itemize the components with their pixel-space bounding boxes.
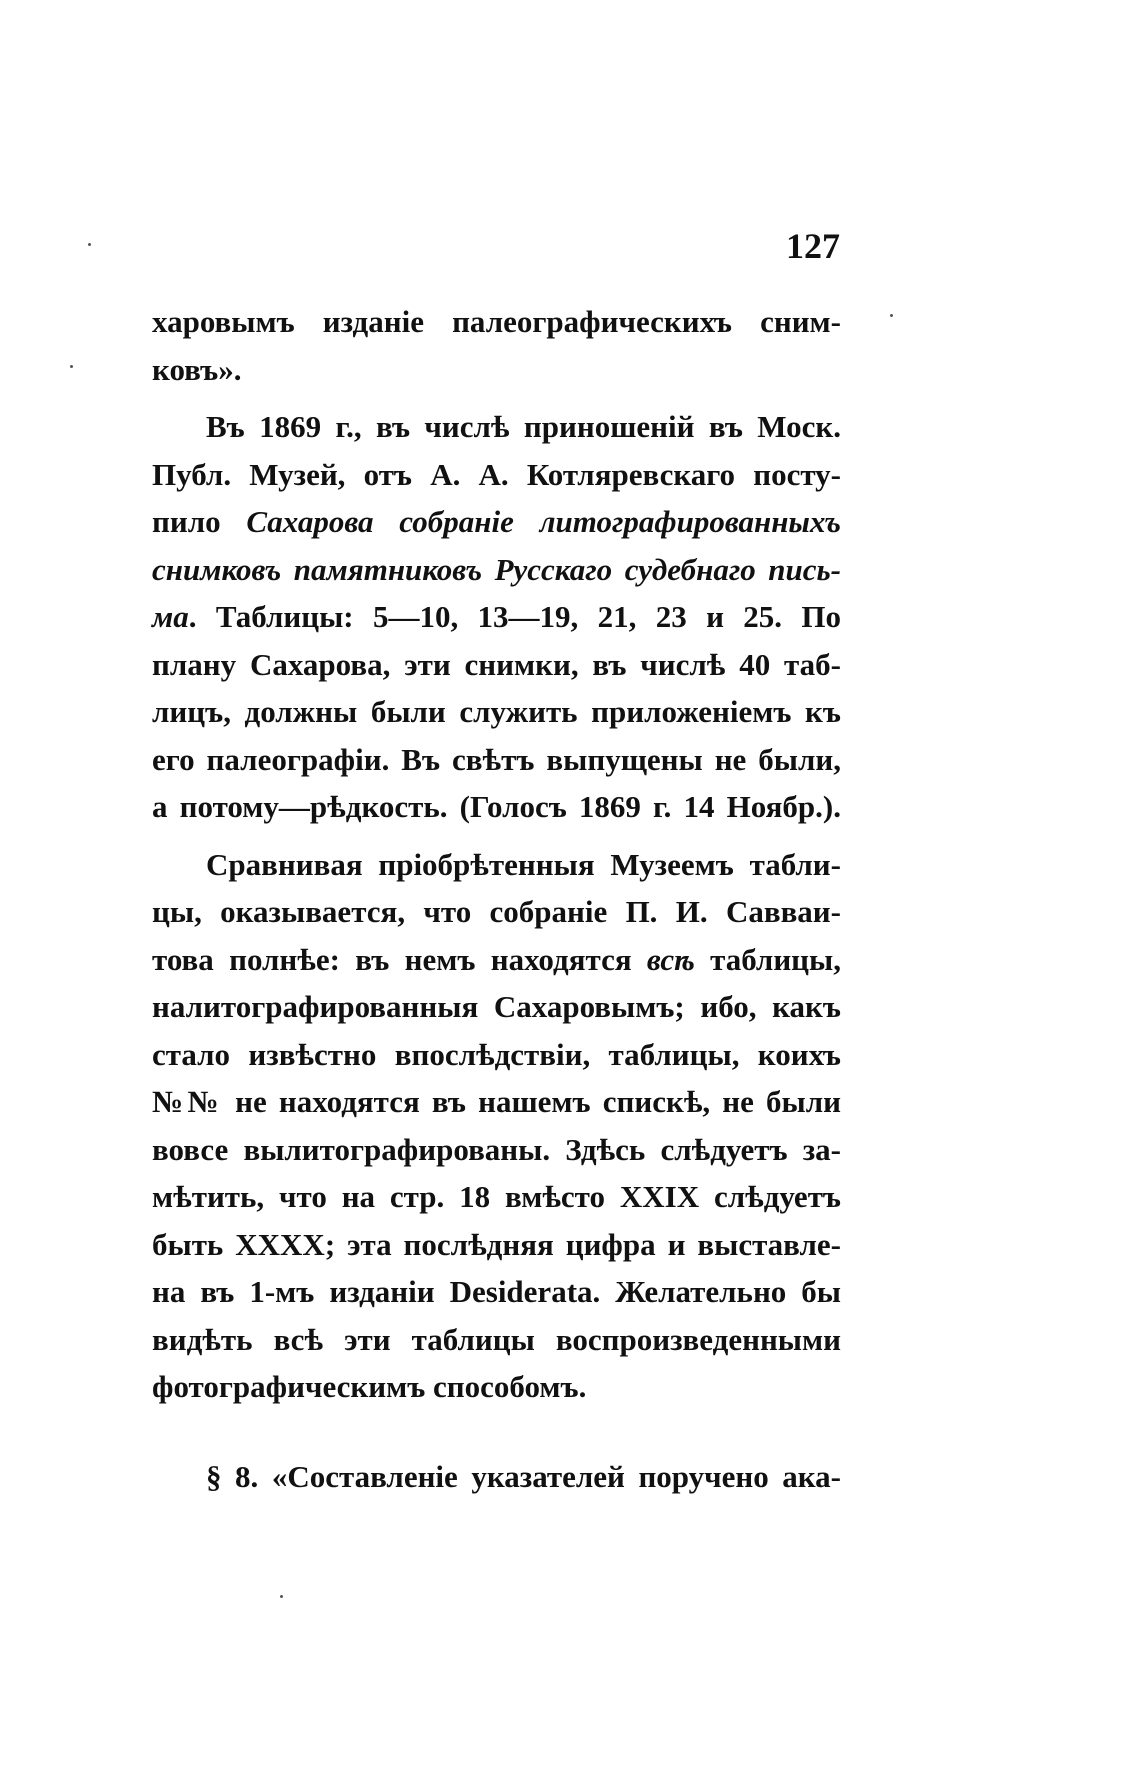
paragraph-1 xyxy=(152,298,841,393)
section-8-heading xyxy=(152,1453,841,1501)
text-run: пило xyxy=(152,504,247,539)
paragraph-3 xyxy=(152,841,841,1411)
text-line: харовымъ изданіе палеографическихъ сним- xyxy=(152,304,841,339)
text-line: Сравнивая пріобрѣтенныя Музеемъ табли- xyxy=(206,846,841,882)
text-line xyxy=(152,936,841,984)
text-line: плану Сахарова, эти снимки, въ числѣ 40 таб- xyxy=(152,646,841,682)
text-run: таблицы, xyxy=(694,941,841,977)
paragraph-2 xyxy=(152,403,841,831)
text-line: мѣтить, что на стр. 18 вмѣсто XXIX слѣдуетъ xyxy=(152,1179,841,1214)
text-line: цы, оказывается, что собраніе П. И. Савваи- xyxy=(152,894,841,929)
text-line: ковъ». xyxy=(152,351,242,387)
text-line: фотографическимъ способомъ. xyxy=(152,1369,587,1404)
text-line: стало извѣстно впослѣдствіи, таблицы, коихъ xyxy=(152,1036,841,1072)
text-line: его палеографіи. Въ свѣтъ выпущены не были, xyxy=(152,741,841,777)
emphasis-italic: всѣ xyxy=(646,941,695,977)
text-line: § 8. «Составленіе указателей поручено ака- xyxy=(206,1458,841,1494)
text-line: на въ 1-мъ изданіи Desiderata. Желательно бы xyxy=(152,1274,841,1309)
text-line: налитографированныя Сахаровымъ; ибо, какъ xyxy=(152,989,841,1024)
book-title-italic: Сахарова собраніе литографированныхъ xyxy=(246,504,841,539)
scan-speck xyxy=(280,1595,283,1598)
text-line: быть XXXX; эта послѣдняя цифра и выставле- xyxy=(152,1226,841,1262)
text-run: . Таблицы: 5—10, 13—19, 21, 23 и 25. По xyxy=(188,599,841,634)
text-line: Въ 1869 г., въ числѣ приношеній въ Моск. xyxy=(206,409,841,444)
text-line: Публ. Музей, отъ А. А. Котляревскаго посту- xyxy=(152,456,841,492)
text-run: това полнѣе: въ немъ находятся xyxy=(152,941,647,977)
book-title-italic: снимковъ памятниковъ Русскаго судебнаго пись- xyxy=(152,551,841,587)
text-line xyxy=(152,498,841,546)
scan-speck xyxy=(88,243,91,246)
page-body xyxy=(152,298,841,1500)
text-line: №№ не находятся въ нашемъ спискѣ, не были xyxy=(152,1084,841,1119)
text-line: а потому—рѣдкость. (Голосъ 1869 г. 14 Ноябр.). xyxy=(152,789,841,824)
page-number: 127 xyxy=(786,226,840,266)
scan-speck xyxy=(70,365,73,368)
text-line: вовсе вылитографированы. Здѣсь слѣдуетъ за- xyxy=(152,1131,841,1167)
text-line: лицъ, должны были служить приложеніемъ къ xyxy=(152,694,841,729)
text-line: видѣть всѣ эти таблицы воспроизведенными xyxy=(152,1321,841,1357)
book-title-italic: ма xyxy=(152,599,189,634)
scan-speck xyxy=(890,314,893,317)
text-line xyxy=(152,593,841,641)
text-line xyxy=(152,546,841,594)
